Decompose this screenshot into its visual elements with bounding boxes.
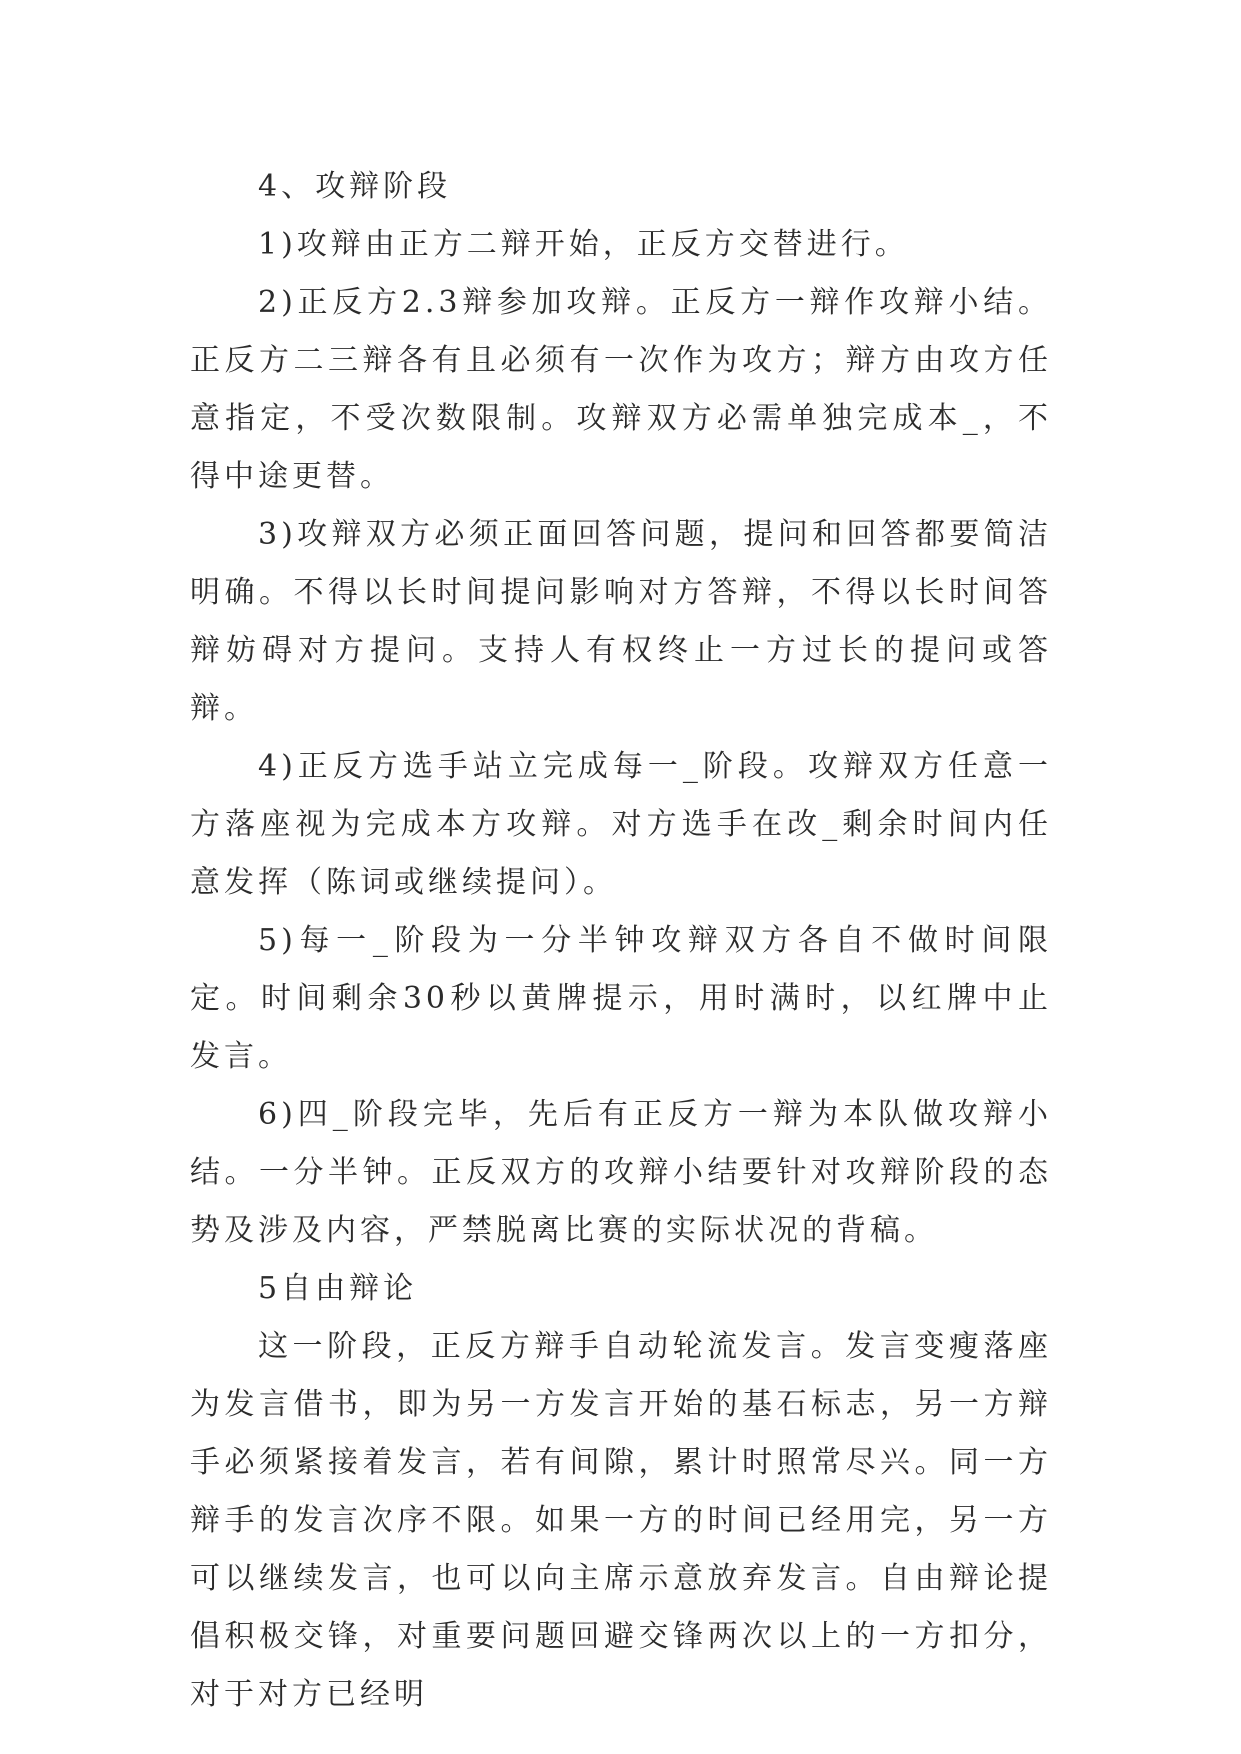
rule-item-1: 1)攻辩由正方二辩开始，正反方交替进行。 bbox=[258, 227, 909, 262]
rule-item-6: 6)四_阶段完毕，先后有正反方一辩为本队做攻辩小结。一分半钟。正反双方的攻辩小结要针对攻辩阶段的态势及涉及内容，严禁脱离比赛的实际状况的背稿。 bbox=[190, 1097, 1052, 1248]
section-heading-debate-stage: 4、攻辩阶段 bbox=[258, 169, 452, 204]
rule-item-3: 3)攻辩双方必须正面回答问题，提问和回答都要简洁明确。不得以长时间提问影响对方答辩，不得以长时间答辩妨碍对方提问。支持人有权终止一方过长的提问或答辩。 bbox=[190, 517, 1052, 726]
document-body bbox=[190, 158, 1052, 1724]
free-debate-paragraph: 这一阶段，正反方辩手自动轮流发言。发言变瘦落座为发言借书，即为另一方发言开始的基石标志，另一方辩手必须紧接着发言，若有间隙，累计时照常尽兴。同一方辩手的发言次序不限。如果一方的时间已经用完，另一方可以继续发言，也可以向主席示意放弃发言。自由辩论提倡积极交锋，对重要问题回避交锋两次以上的一方扣分，对于对方已经明 bbox=[190, 1329, 1052, 1712]
rule-item-2: 2)正反方2.3辩参加攻辩。正反方一辩作攻辩小结。正反方二三辩各有且必须有一次作为攻方；辩方由攻方任意指定，不受次数限制。攻辩双方必需单独完成本_，不得中途更替。 bbox=[190, 285, 1052, 494]
rule-item-4: 4)正反方选手站立完成每一_阶段。攻辩双方任意一方落座视为完成本方攻辩。对方选手在改_剩余时间内任意发挥（陈词或继续提问）。 bbox=[190, 749, 1052, 900]
section-heading-free-debate: 5自由辩论 bbox=[258, 1271, 418, 1306]
rule-item-5: 5)每一_阶段为一分半钟攻辩双方各自不做时间限定。时间剩余30秒以黄牌提示，用时满时，以红牌中止发言。 bbox=[190, 923, 1052, 1074]
